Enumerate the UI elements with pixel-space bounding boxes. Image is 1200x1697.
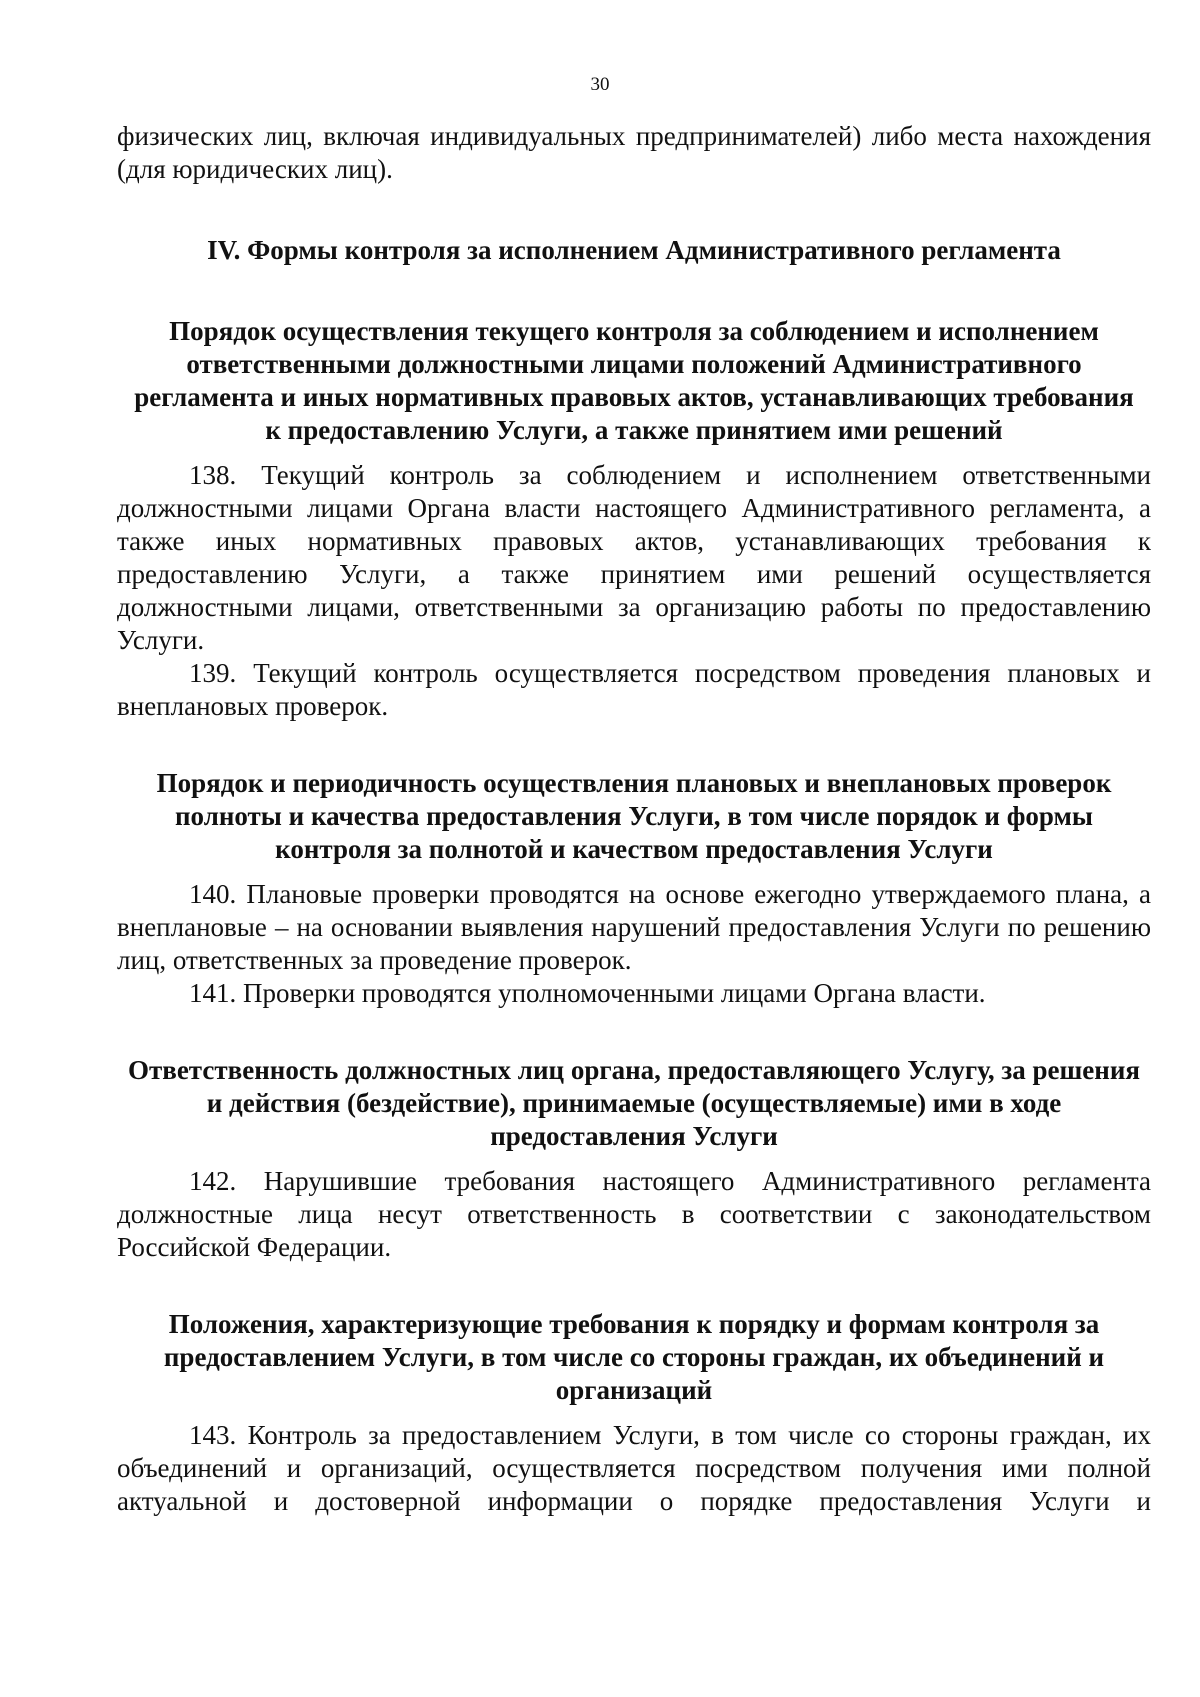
numbered-paragraph [117,977,1151,1010]
numbered-paragraph [117,1419,1151,1518]
paragraph-number: 142. [189,1166,237,1196]
paragraph-text: Текущий контроль за соблюдением и исполнением ответственными должностными лицами Органа власти настоящего Административного регламента, а также иных нормативных правовых актов, устанавливающих требования к предоставлению Услуги, а также принятием ими решений осуществляется должностными лицами, ответственными за организацию работы по предоставлению Услуги. [117,460,1152,655]
page-content [117,120,1151,1518]
paragraph-number: 143. [189,1420,237,1450]
numbered-paragraph [117,878,1151,977]
paragraph-number: 141. [189,978,237,1008]
paragraph-number: 139. [189,658,237,688]
subsection-heading: Положения, характеризующие требования к порядку и формам контроля за предоставлением Услуги, в том числе со стороны граждан, их объединений и организаций [163,1309,1105,1405]
paragraph-text: Нарушившие требования настоящего Административного регламента должностные лица несут ответственность в соответствии с законодательством Российской Федерации. [117,1166,1152,1262]
numbered-paragraph [117,459,1151,657]
section-title: IV. Формы контроля за исполнением Административного регламента [207,235,1061,265]
paragraph-number: 140. [189,879,237,909]
intro-paragraph: физических лиц, включая индивидуальных предпринимателей) либо места нахождения (для юридических лиц). [117,121,1151,184]
numbered-paragraph [117,657,1151,723]
page-number: 30 [590,74,610,95]
subsection-heading: Ответственность должностных лиц органа, предоставляющего Услугу, за решения и действия (бездействие), принимаемые (осуществляемые) ими в ходе предоставления Услуги [127,1055,1141,1151]
paragraph-number: 138. [189,460,237,490]
subsection-heading: Порядок осуществления текущего контроля за соблюдением и исполнением ответственными должностными лицами положений Административного регламента и иных нормативных правовых актов, устанавливающих требования к предоставлению Услуги, а также принятием ими решений [134,316,1134,445]
subsection-heading: Порядок и периодичность осуществления плановых и внеплановых проверок полноты и качества предоставления Услуги, в том числе порядок и формы контроля за полнотой и качеством предоставления Услуги [156,768,1112,864]
paragraph-text: Текущий контроль осуществляется посредством проведения плановых и внеплановых проверок. [117,658,1152,721]
numbered-paragraph [117,1165,1151,1264]
paragraph-text: Проверки проводятся уполномоченными лицами Органа власти. [243,978,986,1008]
paragraph-text: Контроль за предоставлением Услуги, в том числе со стороны граждан, их объединений и организаций, осуществляется посредством получения ими полной актуальной и достоверной информации о порядке предоставления Услуги и [117,1420,1151,1516]
paragraph-text: Плановые проверки проводятся на основе ежегодно утверждаемого плана, а внеплановые – на основании выявления нарушений предоставления Услуги по решению лиц, ответственных за проведение проверок. [117,879,1151,975]
